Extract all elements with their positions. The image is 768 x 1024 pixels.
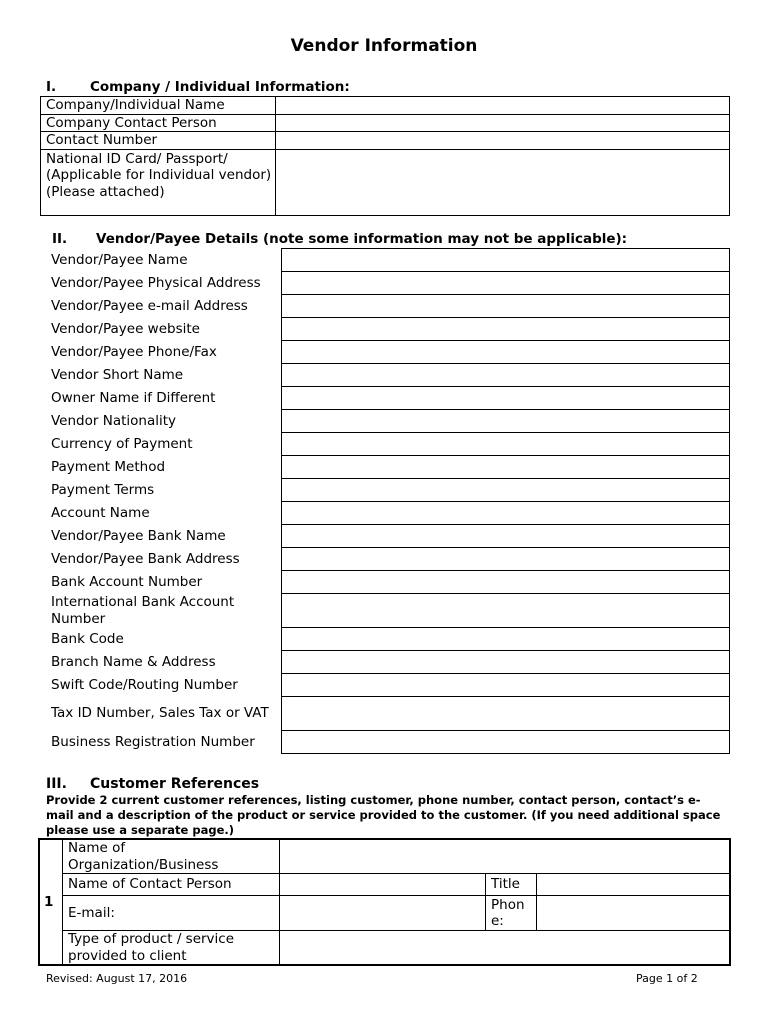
customer-references-table bbox=[38, 838, 731, 966]
table-row bbox=[41, 149, 730, 215]
table-row bbox=[39, 896, 730, 931]
section-1-heading bbox=[46, 79, 350, 95]
national-id-field[interactable] bbox=[276, 149, 730, 215]
account-name-label: Account Name bbox=[51, 504, 150, 521]
vendor-name-field[interactable] bbox=[282, 249, 730, 272]
section-2-heading bbox=[52, 231, 627, 247]
short-name-label: Vendor Short Name bbox=[51, 366, 184, 383]
table-row bbox=[40, 731, 730, 754]
table-row bbox=[39, 931, 730, 966]
phone-field[interactable] bbox=[537, 896, 731, 931]
short-name-field[interactable] bbox=[282, 364, 730, 387]
physical-address-label: Vendor/Payee Physical Address bbox=[51, 274, 261, 291]
email-address-field[interactable] bbox=[282, 295, 730, 318]
section-3-number: III. bbox=[46, 776, 67, 792]
table-row bbox=[40, 628, 730, 651]
company-info-table bbox=[40, 96, 730, 216]
section-1-number: I. bbox=[46, 79, 57, 95]
business-registration-label: Business Registration Number bbox=[51, 733, 255, 750]
vendor-details-table bbox=[40, 248, 730, 754]
national-id-label: National ID Card/ Passport/ (Applicable for Individual vendor) (Please attached) bbox=[41, 149, 276, 215]
phone-fax-label: Vendor/Payee Phone/Fax bbox=[51, 343, 217, 360]
table-row bbox=[40, 548, 730, 571]
table-row bbox=[41, 114, 730, 132]
payment-method-label: Payment Method bbox=[51, 458, 166, 475]
bank-address-label: Vendor/Payee Bank Address bbox=[51, 550, 240, 567]
contact-person-ref-label: Name of Contact Person bbox=[63, 874, 280, 896]
table-row bbox=[40, 697, 730, 731]
email-ref-field[interactable] bbox=[280, 896, 486, 931]
tax-id-field[interactable] bbox=[282, 697, 730, 731]
branch-label: Branch Name & Address bbox=[51, 653, 216, 670]
owner-name-field[interactable] bbox=[282, 387, 730, 410]
swift-code-field[interactable] bbox=[282, 674, 730, 697]
business-registration-field[interactable] bbox=[282, 731, 730, 754]
bank-code-label: Bank Code bbox=[51, 630, 124, 647]
branch-field[interactable] bbox=[282, 651, 730, 674]
table-row bbox=[40, 341, 730, 364]
bank-name-label: Vendor/Payee Bank Name bbox=[51, 527, 226, 544]
table-row bbox=[40, 272, 730, 295]
organization-label: Name of Organization/Business bbox=[63, 839, 280, 874]
title-field[interactable] bbox=[537, 874, 731, 896]
email-address-label: Vendor/Payee e-mail Address bbox=[51, 297, 248, 314]
table-row bbox=[40, 651, 730, 674]
table-row bbox=[40, 318, 730, 341]
contact-person-field[interactable] bbox=[276, 114, 730, 132]
title-label: Title bbox=[486, 874, 537, 896]
payment-terms-label: Payment Terms bbox=[51, 481, 155, 498]
table-row bbox=[40, 410, 730, 433]
currency-label: Currency of Payment bbox=[51, 435, 193, 452]
contact-person-ref-field[interactable] bbox=[280, 874, 486, 896]
bank-account-number-label: Bank Account Number bbox=[51, 573, 203, 590]
references-instructions: Provide 2 current customer references, listing customer, phone number, contact person, contact’s e-mail and a description of the product or service provided to the customer. (If you need additional space please use a separate page.) bbox=[46, 793, 721, 837]
reference-index: 1 bbox=[39, 839, 63, 965]
table-row bbox=[40, 295, 730, 318]
table-row bbox=[40, 674, 730, 697]
company-name-label: Company/Individual Name bbox=[41, 97, 276, 115]
section-2-title: Vendor/Payee Details (note some information may not be applicable): bbox=[96, 231, 628, 247]
page-title: Vendor Information bbox=[290, 36, 478, 56]
product-service-field[interactable] bbox=[280, 931, 731, 966]
table-row bbox=[40, 594, 730, 628]
email-ref-label: E-mail: bbox=[63, 896, 280, 931]
table-row bbox=[40, 502, 730, 525]
product-service-label: Type of product / service provided to client bbox=[63, 931, 280, 966]
tax-id-label: Tax ID Number, Sales Tax or VAT bbox=[51, 705, 269, 722]
swift-code-label: Swift Code/Routing Number bbox=[51, 676, 238, 693]
nationality-label: Vendor Nationality bbox=[51, 412, 177, 429]
contact-person-label: Company Contact Person bbox=[41, 114, 276, 132]
table-row bbox=[40, 364, 730, 387]
payment-terms-field[interactable] bbox=[282, 479, 730, 502]
phone-fax-field[interactable] bbox=[282, 341, 730, 364]
bank-address-field[interactable] bbox=[282, 548, 730, 571]
table-row bbox=[39, 839, 730, 874]
table-row bbox=[40, 387, 730, 410]
owner-name-label: Owner Name if Different bbox=[51, 389, 216, 406]
website-field[interactable] bbox=[282, 318, 730, 341]
page-number: Page 1 of 2 bbox=[636, 972, 698, 985]
nationality-field[interactable] bbox=[282, 410, 730, 433]
bank-account-number-field[interactable] bbox=[282, 571, 730, 594]
table-row bbox=[40, 571, 730, 594]
contact-number-field[interactable] bbox=[276, 132, 730, 150]
section-3-heading bbox=[46, 776, 259, 792]
bank-code-field[interactable] bbox=[282, 628, 730, 651]
table-row bbox=[41, 132, 730, 150]
section-2-number: II. bbox=[52, 231, 68, 247]
currency-field[interactable] bbox=[282, 433, 730, 456]
table-row bbox=[41, 97, 730, 115]
organization-field[interactable] bbox=[280, 839, 731, 874]
payment-method-field[interactable] bbox=[282, 456, 730, 479]
contact-number-label: Contact Number bbox=[41, 132, 276, 150]
table-row bbox=[40, 249, 730, 272]
iban-label: International Bank Account Number bbox=[51, 594, 235, 627]
company-name-field[interactable] bbox=[276, 97, 730, 115]
physical-address-field[interactable] bbox=[282, 272, 730, 295]
table-row bbox=[40, 525, 730, 548]
section-3-title: Customer References bbox=[90, 776, 260, 792]
table-row bbox=[39, 874, 730, 896]
vendor-name-label: Vendor/Payee Name bbox=[51, 251, 188, 268]
iban-field[interactable] bbox=[282, 594, 730, 628]
section-1-title: Company / Individual Information: bbox=[90, 79, 350, 95]
bank-name-field[interactable] bbox=[282, 525, 730, 548]
account-name-field[interactable] bbox=[282, 502, 730, 525]
phone-label: Phon e: bbox=[486, 896, 537, 931]
table-row bbox=[40, 479, 730, 502]
table-row bbox=[40, 433, 730, 456]
revision-date: Revised: August 17, 2016 bbox=[46, 972, 188, 985]
table-row bbox=[40, 456, 730, 479]
website-label: Vendor/Payee website bbox=[51, 320, 200, 337]
